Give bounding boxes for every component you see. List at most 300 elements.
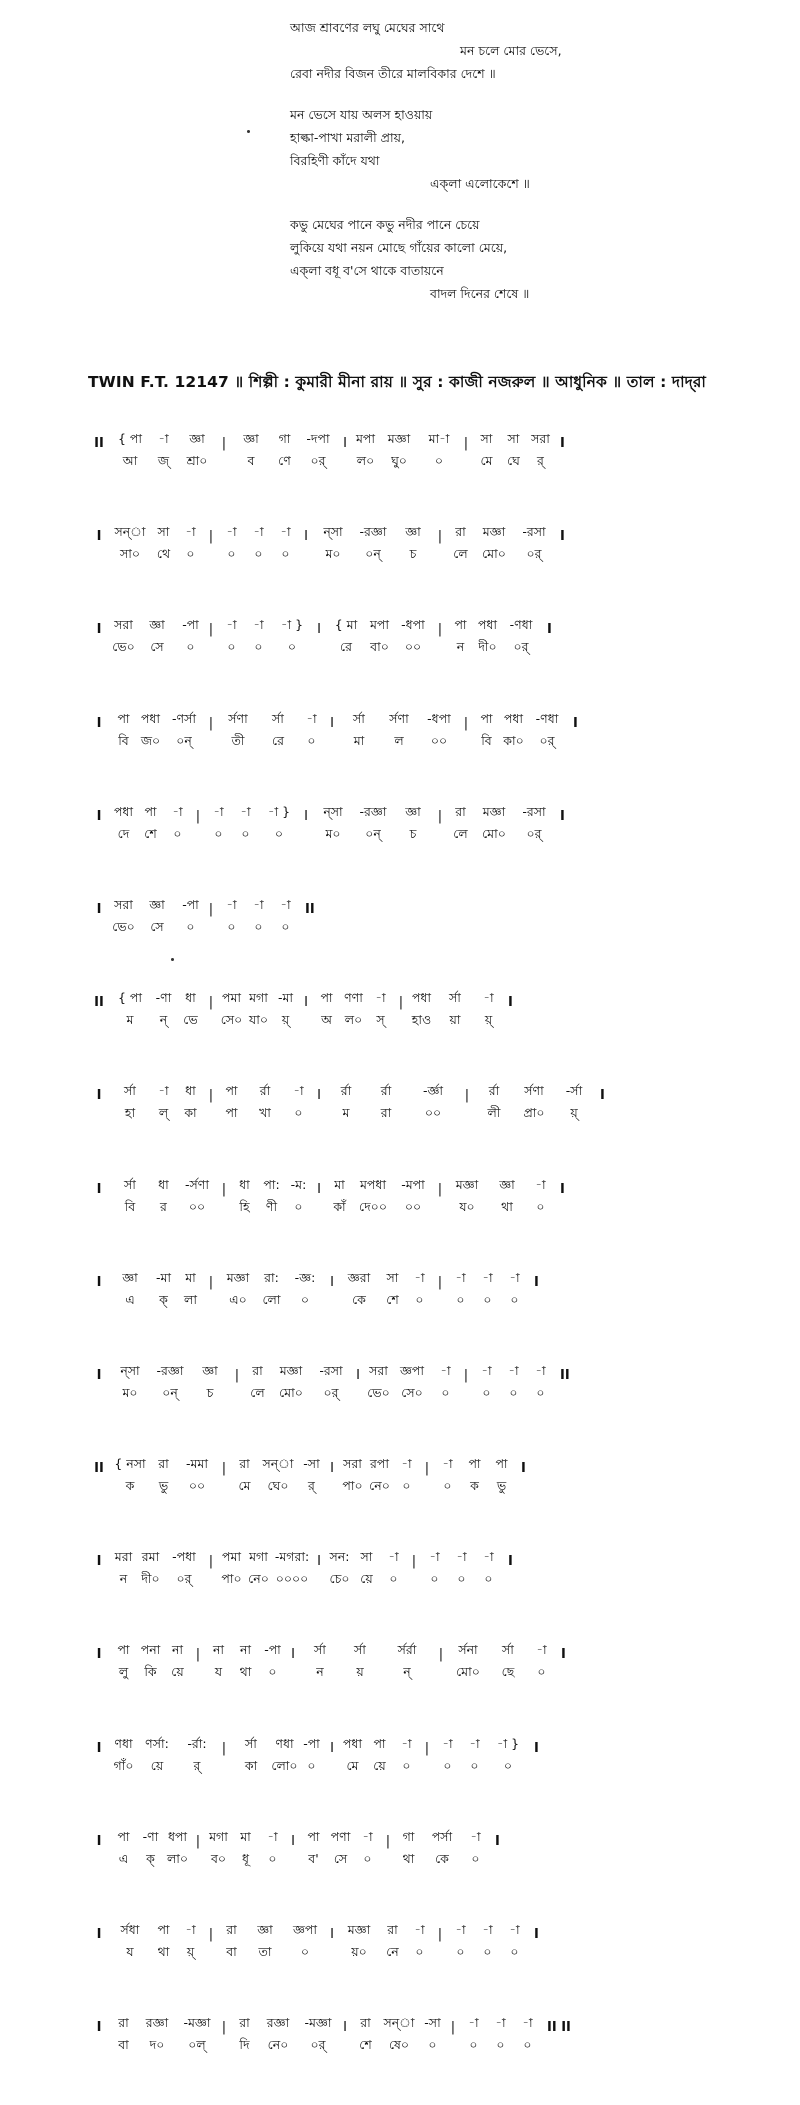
lyric-cell: কা০: [503, 732, 524, 748]
swar-cell: র্সধা: [120, 1922, 140, 1937]
swar-cell: জ্ঞা: [202, 1362, 218, 1378]
bar-end-mark: I: [534, 1740, 539, 1756]
swar-cell: র্সা: [124, 1083, 136, 1099]
swar-cell: সরা: [369, 1362, 388, 1378]
lyric-cell: চ: [206, 1384, 214, 1400]
swar-cell: পধা: [342, 1735, 363, 1751]
lyric-line: [88, 637, 772, 659]
bar-separator-minor: |: [385, 1833, 391, 1849]
lyric-cell: ০ন্: [162, 1384, 178, 1400]
swar-cell: -সা: [424, 2015, 441, 2031]
lyric-cell: খা: [259, 1105, 271, 1121]
lyric-cell: ০: [483, 1291, 492, 1307]
swar-cell: -া: [522, 2015, 533, 2031]
swar-cell: পধা: [140, 710, 161, 726]
swar-cell: -া: [536, 1642, 547, 1658]
bar-separator-minor: |: [437, 1181, 443, 1197]
lyric-cell: ক্: [159, 1291, 168, 1307]
lyric-cell: ০: [523, 2037, 532, 2053]
lyric-cell: লে: [453, 825, 468, 841]
swar-cell: গা: [402, 1828, 415, 1844]
lyric-cell: ন্: [403, 1664, 411, 1680]
bar-separator-minor: |: [437, 622, 443, 638]
bar-start-mark: I: [96, 1274, 102, 1290]
swar-cell: মপা: [369, 617, 390, 633]
swar-cell: রা: [239, 1456, 250, 1472]
swar-line: [88, 708, 772, 731]
lyric-cell: ০০: [404, 639, 422, 655]
swar-cell: -া: [226, 617, 237, 633]
lyric-cell: জ০: [140, 732, 161, 748]
bar-separator-minor: |: [208, 1274, 214, 1290]
lyric-cell: সে০: [220, 1012, 243, 1028]
lyric-cell: ০: [503, 1757, 513, 1773]
lyric-cell: লী: [487, 1105, 501, 1121]
lyric-cell: ০: [300, 1944, 310, 1959]
lyric-cell: সা০: [119, 546, 140, 562]
lyric-cell: কে: [352, 1291, 366, 1307]
swar-cell: র্সনা: [458, 1642, 478, 1658]
lyric-cell: ০র্: [539, 732, 555, 748]
lyric-cell: হাও: [411, 1012, 432, 1028]
swar-line: [88, 614, 772, 637]
swar-cell: সরা: [531, 431, 550, 446]
swar-cell: পধা: [113, 803, 134, 819]
poem-line: বিরহিণী কাঁদে যথা: [290, 153, 380, 168]
lyric-cell: ছে: [501, 1664, 515, 1680]
swar-cell: র্রা: [380, 1083, 392, 1099]
poem-stanza: [290, 103, 690, 195]
lyric-cell: য়্: [186, 1944, 195, 1959]
bar-start-mark: I: [96, 1181, 102, 1197]
lyric-cell: যা০: [249, 1012, 268, 1028]
swar-cell: জ্ঞা: [189, 431, 205, 446]
lyric-cell: দে০০: [359, 1198, 387, 1214]
lyric-cell: মা: [353, 732, 365, 748]
lyric-cell: ক: [470, 1478, 479, 1494]
lyric-cell: এ: [118, 1850, 129, 1866]
swar-cell: মজ্ঞা: [482, 803, 506, 819]
lyric-cell: মো০: [482, 825, 506, 841]
lyric-line: [88, 1569, 772, 1591]
bar-start-mark: II: [94, 995, 104, 1011]
lyric-cell: য়: [356, 1664, 364, 1680]
bar-separator-minor: |: [208, 1927, 214, 1942]
notation-row: [88, 1174, 772, 1267]
lyric-cell: ০: [537, 1664, 546, 1680]
swar-cell: -া: [185, 1922, 196, 1937]
notation-row: [88, 521, 772, 614]
swar-cell: -া: [213, 803, 224, 819]
bar-start-mark: I: [96, 901, 102, 917]
lyric-cell: ধূ: [241, 1850, 249, 1866]
lyric-cell: ভে: [183, 1012, 198, 1028]
lyric-cell: ০: [363, 1850, 372, 1866]
swar-cell: ধা: [158, 1176, 169, 1192]
lyric-cell: ০: [510, 1944, 519, 1959]
bar-separator-minor: |: [411, 1554, 417, 1570]
lyric-cell: সে: [333, 1850, 348, 1866]
lyric-cell: থা: [157, 1944, 170, 1959]
lyric-cell: ০: [294, 1198, 303, 1214]
swar-cell: { নসা: [114, 1456, 146, 1472]
bar-separator-major: I: [356, 1367, 360, 1383]
swar-cell: -া: [470, 1828, 481, 1844]
swar-cell: ন্‌সা: [323, 803, 343, 819]
swar-cell: -ধপা: [401, 617, 425, 633]
bar-end-mark: I: [534, 1274, 539, 1290]
swar-cell: জ্ঞা: [122, 1269, 138, 1285]
lyric-cell: ০র্: [513, 639, 529, 655]
notation-row: [88, 1919, 772, 2012]
poem-line: মন চলে মোর ভেসে,: [460, 43, 562, 58]
swar-cell: -া: [253, 524, 264, 540]
lyric-line: [88, 1942, 772, 1964]
lyric-cell: ০ল্: [188, 2037, 206, 2053]
swar-cell: সা: [157, 524, 170, 540]
lyric-cell: বি: [118, 732, 129, 748]
lyric-cell: ০: [484, 1571, 493, 1587]
lyric-cell: ঘে: [507, 453, 520, 468]
swar-cell: মা: [240, 1828, 251, 1844]
swar-cell: -া: [362, 1828, 373, 1844]
swar-cell: -সা: [303, 1456, 320, 1472]
bar-end-mark: I: [560, 1181, 565, 1197]
swar-cell: -া: [401, 1735, 412, 1751]
lyric-cell: লো: [262, 1291, 281, 1307]
bar-separator-major: I: [330, 1461, 334, 1477]
poem-line: কভু মেঘের পানে কভু নদীর পানে চেয়ে: [290, 217, 480, 232]
swar-cell: -ধপা: [427, 710, 451, 726]
swar-cell: র্সা: [353, 710, 365, 726]
swar-cell: -া: [185, 524, 196, 540]
swar-cell: র্সা: [449, 990, 461, 1006]
swar-cell: পনা: [140, 1642, 161, 1658]
bar-separator-major: I: [304, 808, 308, 824]
swar-cell: জ্ঞা: [149, 617, 165, 633]
swar-cell: -া: [482, 1922, 493, 1937]
swar-cell: না: [171, 1642, 184, 1658]
lyric-cell: ০০০০: [275, 1571, 309, 1587]
lyric-cell: ০: [389, 1571, 398, 1587]
lyric-line: [88, 1662, 772, 1684]
bar-separator-minor: |: [450, 2020, 456, 2036]
bar-end-mark: I: [508, 995, 513, 1011]
swar-cell: -া: [253, 617, 264, 633]
lyric-cell: শে: [144, 825, 157, 841]
swar-cell: র্সণা: [228, 710, 248, 726]
swar-cell: পধা: [503, 710, 524, 726]
swar-cell: পা: [225, 1083, 238, 1099]
bar-separator-minor: |: [463, 1367, 469, 1383]
swar-line: [88, 1174, 772, 1197]
swar-cell: পণা: [330, 1828, 351, 1844]
swar-cell: র্সা: [502, 1642, 514, 1658]
swar-cell: -া: [509, 1269, 520, 1285]
swar-cell: পা: [117, 1828, 130, 1844]
swar-cell: জ্ঞরা: [347, 1269, 371, 1285]
lyric-cell: ভু: [496, 1478, 507, 1494]
lyric-line: [88, 544, 772, 566]
swar-cell: -া: [280, 524, 291, 540]
lyric-cell: কি: [144, 1664, 157, 1680]
lyric-cell: দী০: [141, 1571, 160, 1587]
swar-cell: -ণর্সা: [172, 710, 196, 726]
swar-cell: ধপা: [167, 1828, 188, 1844]
lyric-cell: মে: [346, 1757, 359, 1773]
swar-cell: -া: [469, 1735, 480, 1751]
notation-row: [88, 1080, 772, 1173]
bar-start-mark: I: [96, 1554, 102, 1570]
lyric-line: [88, 1197, 772, 1219]
swar-cell: রজ্ঞা: [145, 2015, 169, 2031]
lyric-cell: ০: [536, 1198, 545, 1214]
bar-end-mark: I: [600, 1088, 605, 1104]
bar-start-mark: I: [96, 1927, 102, 1942]
notation-row: [88, 614, 772, 707]
swar-cell: রা: [239, 2015, 250, 2031]
lyric-cell: ম০: [122, 1384, 138, 1400]
poem-line: মন ভেসে যায় অলস হাওয়ায়: [290, 107, 433, 122]
bar-separator-minor: |: [464, 1088, 470, 1104]
lyric-cell: ক্: [146, 1850, 155, 1866]
swar-cell: -মজ্ঞা: [183, 2015, 211, 2031]
lyric-cell: স্: [376, 1012, 385, 1028]
lyric-cell: গাঁ০: [113, 1757, 134, 1773]
swar-cell: -া: [509, 1922, 520, 1937]
swar-cell: -া: [442, 1735, 453, 1751]
swar-cell: -পধা: [172, 1549, 196, 1565]
swar-cell: মজ্ঞা: [387, 431, 411, 446]
lyric-cell: ০: [428, 2037, 437, 2053]
bar-start-mark: I: [96, 1833, 102, 1849]
swar-cell: -মা: [155, 1269, 172, 1285]
swar-cell: না: [239, 1642, 252, 1658]
lyric-cell: রে: [272, 732, 284, 748]
lyric-cell: দী০: [478, 639, 497, 655]
swar-cell: -া: [468, 2015, 479, 2031]
swar-cell: পমা: [221, 1549, 242, 1565]
swar-line: [88, 1639, 772, 1662]
swar-cell: রা: [252, 1362, 263, 1378]
stray-dot: [247, 130, 250, 133]
lyric-cell: ০: [268, 1664, 277, 1680]
lyric-line: [88, 1849, 772, 1871]
swar-cell: -া: [158, 431, 169, 446]
lyric-line: [88, 1756, 772, 1778]
lyric-cell: নে০: [267, 2037, 289, 2053]
notation-block: [88, 428, 772, 2105]
swar-cell: পধা: [477, 617, 498, 633]
bar-separator-minor: |: [424, 1740, 430, 1756]
swar-cell: ধা: [239, 1176, 250, 1192]
swar-cell: সন্‌া: [114, 524, 146, 540]
lyric-cell: পা০: [342, 1478, 363, 1494]
bar-separator-minor: |: [195, 808, 201, 824]
lyric-cell: রা: [380, 1105, 392, 1121]
swar-cell: পা: [454, 617, 467, 633]
lyric-cell: ভু: [158, 1478, 169, 1494]
lyric-cell: নে: [386, 1944, 399, 1959]
bar-separator-major: I: [304, 995, 308, 1011]
lyric-cell: পা০: [221, 1571, 242, 1587]
swar-cell: ন্‌সা: [323, 524, 343, 540]
bar-separator-minor: |: [398, 995, 404, 1011]
swar-cell: -ণধা: [509, 617, 533, 633]
swar-cell: -রসা: [319, 1362, 343, 1378]
bar-separator-major: I: [330, 715, 334, 731]
swar-cell: মজ্ঞা: [455, 1176, 479, 1192]
lyric-cell: সে০: [401, 1384, 423, 1400]
lyric-cell: ০: [510, 1291, 519, 1307]
lyric-cell: ০০: [430, 732, 448, 748]
swar-cell: -া }: [280, 617, 304, 633]
swar-cell: র্সা: [245, 1735, 257, 1751]
lyric-cell: ০: [214, 825, 223, 841]
lyric-cell: দি: [239, 2037, 250, 2053]
notation-row: [88, 428, 772, 521]
bar-separator-minor: |: [437, 1274, 443, 1290]
swar-cell: -ম:: [290, 1176, 307, 1192]
swar-cell: -মগরা:: [274, 1549, 310, 1565]
bar-separator-minor: |: [195, 1647, 201, 1663]
lyric-cell: য০: [459, 1198, 475, 1214]
lyric-cell: মে: [480, 453, 493, 468]
lyric-cell: য়ে: [150, 1757, 164, 1773]
lyric-cell: ০: [443, 1478, 452, 1494]
swar-cell: র্সা: [314, 1642, 326, 1658]
swar-cell: -া: [442, 1456, 453, 1472]
lyric-cell: ম০: [325, 546, 341, 562]
swar-cell: রপা: [370, 1456, 389, 1472]
swar-cell: মগা: [209, 1828, 228, 1844]
swar-cell: জ্ঞা: [149, 896, 165, 912]
lyric-cell: ০: [254, 639, 263, 655]
bar-separator-major: I: [304, 529, 308, 545]
lyric-cell: বি: [124, 1198, 136, 1214]
swar-cell: রজ্ঞা: [266, 2015, 290, 2031]
lyric-cell: ষে০: [388, 2037, 410, 2053]
swar-cell: -মা: [277, 990, 294, 1006]
lyric-line: [88, 1103, 772, 1125]
swar-cell: জ্ঞপা: [292, 1922, 318, 1937]
lyric-cell: য়ে: [171, 1664, 184, 1680]
lyric-cell: ণে: [278, 453, 291, 468]
swar-cell: জ্ঞা: [405, 803, 421, 819]
lyric-cell: ০ন্: [365, 546, 381, 562]
record-heading: TWIN F.T. 12147 ॥ শিল্পী : কুমারী মীনা রায় ॥ সুর : কাজী নজরুল ॥ আধুনিক ॥ তাল : দাদ্‌রা: [88, 373, 707, 391]
lyric-cell: ০: [254, 918, 263, 934]
swar-cell: -ণা: [142, 1828, 159, 1844]
bar-separator-minor: |: [437, 529, 443, 545]
notation-row: [88, 1639, 772, 1732]
swar-cell: জ্ঞপা: [399, 1362, 425, 1378]
lyric-cell: লা০: [166, 1850, 189, 1866]
lyric-cell: য়ে: [373, 1757, 386, 1773]
swar-cell: পধা: [411, 990, 432, 1006]
lyric-cell: ম০: [325, 825, 341, 841]
swar-cell: পা: [117, 710, 130, 726]
swar-cell: জ্ঞা: [499, 1176, 515, 1192]
notation-row: [88, 2012, 772, 2105]
swar-cell: ণর্সা:: [145, 1735, 169, 1751]
notation-row: [88, 1267, 772, 1360]
swar-cell: রমা: [141, 1549, 160, 1565]
bar-end-mark: II II: [547, 2020, 571, 2036]
swar-cell: -া: [508, 1362, 519, 1378]
lyric-cell: মো০: [482, 546, 506, 562]
swar-cell: র্সণা: [389, 710, 409, 726]
swar-line: [88, 894, 772, 917]
bar-separator-minor: |: [208, 622, 214, 638]
swar-cell: পা: [157, 1922, 170, 1937]
bar-separator-minor: |: [208, 529, 214, 545]
swar-cell: সা: [386, 1269, 399, 1285]
swar-cell: মরা: [114, 1549, 133, 1565]
swar-cell: ণধা: [114, 1735, 133, 1751]
bar-separator-major: I: [343, 2020, 347, 2036]
lyric-cell: য: [214, 1664, 223, 1680]
swar-cell: পা: [144, 803, 157, 819]
lyric-cell: ০: [456, 1944, 465, 1959]
bar-separator-minor: |: [221, 1181, 227, 1197]
swar-cell: -া: [375, 990, 386, 1006]
swar-cell: { পা: [117, 990, 143, 1006]
swar-cell: -া: [455, 1269, 466, 1285]
swar-cell: -া: [456, 1549, 467, 1565]
swar-cell: -া: [455, 1922, 466, 1937]
lyric-cell: হি: [239, 1198, 250, 1214]
lyric-cell: সে: [150, 639, 164, 655]
swar-cell: রা: [360, 2015, 371, 2031]
swar-cell: -রজ্ঞা: [359, 524, 387, 540]
bar-separator-major: I: [330, 1740, 334, 1756]
swar-cell: পা: [307, 1828, 320, 1844]
swar-cell: পা: [480, 710, 493, 726]
swar-cell: -পা: [182, 617, 199, 633]
swar-line: [88, 801, 772, 824]
lyric-cell: চ: [409, 546, 417, 562]
lyric-cell: কা: [184, 1105, 197, 1121]
lyric-line: [88, 824, 772, 846]
swar-cell: -া: [414, 1269, 425, 1285]
swar-cell: জ্ঞা: [405, 524, 421, 540]
poem-line: আজ শ্রাবণের লঘু মেঘের সাথে: [290, 20, 445, 35]
swar-cell: না: [212, 1642, 225, 1658]
swar-line: [88, 1826, 772, 1849]
swar-cell: সন:: [329, 1549, 350, 1565]
bar-end-mark: II: [305, 901, 315, 917]
swar-line: [88, 987, 772, 1010]
lyric-cell: ন: [456, 639, 465, 655]
lyric-cell: থে: [156, 546, 171, 562]
swar-cell: -া }: [267, 803, 291, 819]
lyric-cell: ০: [227, 546, 236, 562]
swar-cell: রা:: [264, 1269, 279, 1285]
swar-cell: সা: [507, 431, 520, 446]
bar-end-mark: I: [495, 1833, 500, 1849]
bar-start-mark: I: [96, 529, 102, 545]
bar-start-mark: I: [96, 808, 102, 824]
lyric-cell: ল: [394, 732, 404, 748]
lyric-cell: র: [160, 1198, 167, 1214]
swar-cell: { মা: [334, 617, 358, 633]
lyric-cell: রে: [340, 639, 352, 655]
swar-cell: র্সণা: [524, 1083, 544, 1099]
lyric-cell: ০র্: [323, 1384, 339, 1400]
lyric-cell: ০র্: [526, 546, 542, 562]
notation-row: [88, 894, 772, 987]
